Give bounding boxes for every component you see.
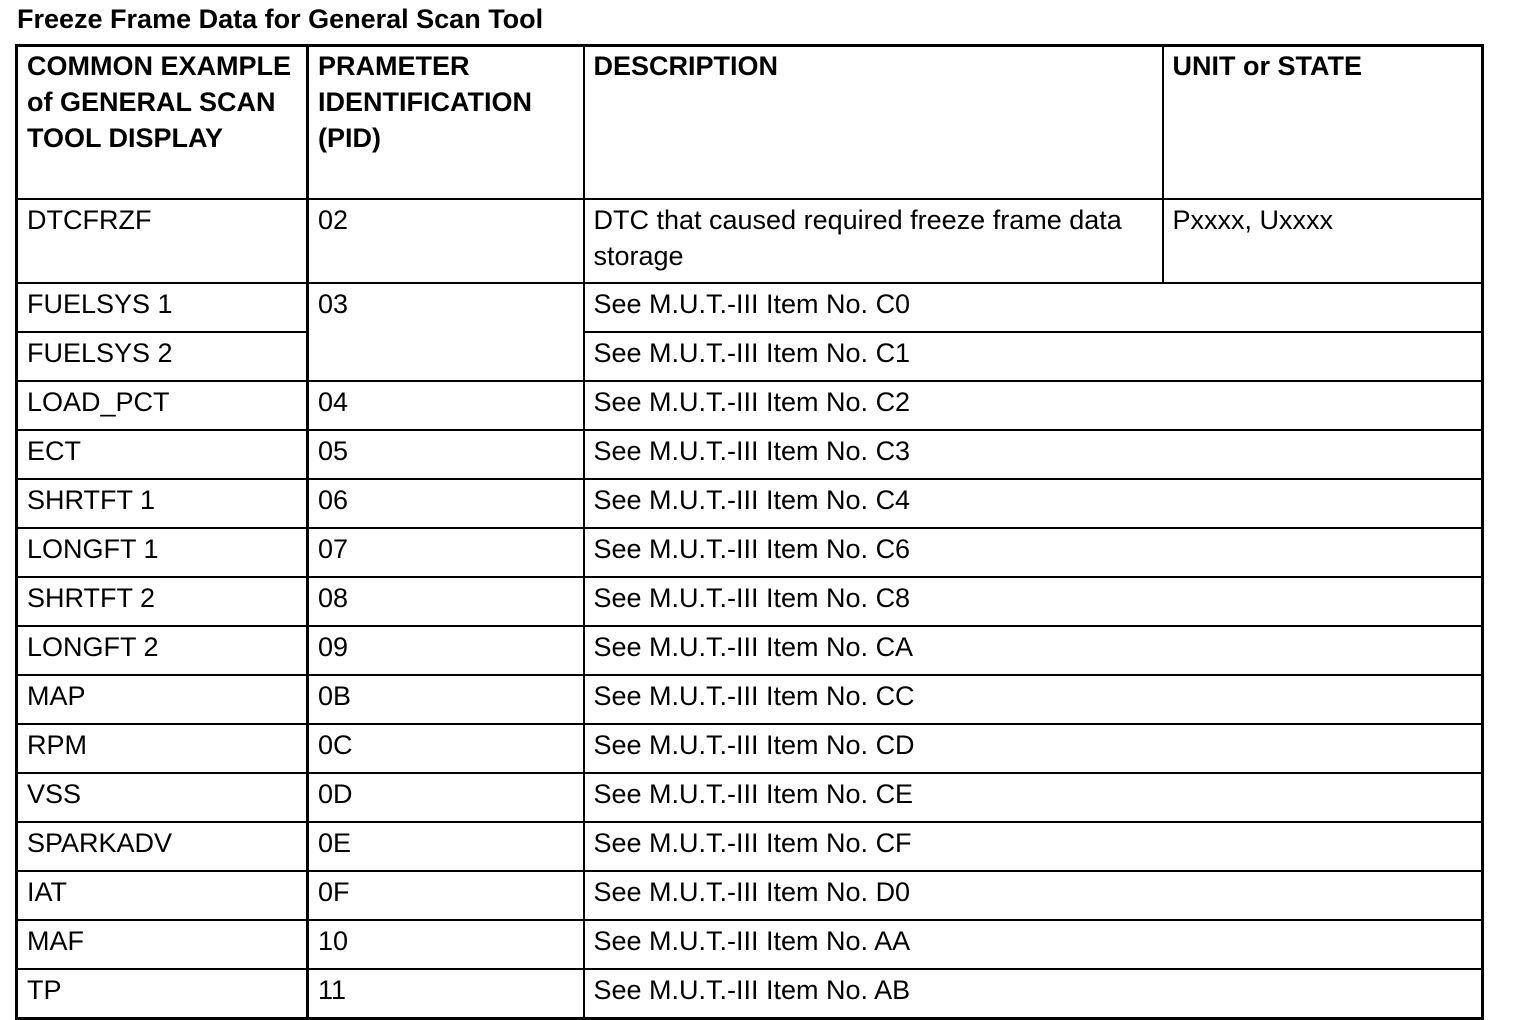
cell-display: FUELSYS 1 xyxy=(17,283,308,332)
cell-pid: 10 xyxy=(308,920,584,969)
cell-pid: 0C xyxy=(308,724,584,773)
cell-description: See M.U.T.-III Item No. AB xyxy=(584,969,1483,1019)
table-row xyxy=(17,871,1483,920)
table-row xyxy=(17,332,1483,381)
cell-display: SHRTFT 2 xyxy=(17,577,308,626)
cell-display: FUELSYS 2 xyxy=(17,332,308,381)
table-row xyxy=(17,822,1483,871)
cell-description: See M.U.T.-III Item No. C4 xyxy=(584,479,1483,528)
cell-description: See M.U.T.-III Item No. CF xyxy=(584,822,1483,871)
table-row xyxy=(17,724,1483,773)
table-row xyxy=(17,283,1483,332)
cell-description: See M.U.T.-III Item No. C3 xyxy=(584,430,1483,479)
cell-description: See M.U.T.-III Item No. C8 xyxy=(584,577,1483,626)
cell-description: See M.U.T.-III Item No. C2 xyxy=(584,381,1483,430)
table-row xyxy=(17,528,1483,577)
cell-pid: 0B xyxy=(308,675,584,724)
cell-display: LONGFT 2 xyxy=(17,626,308,675)
cell-display: IAT xyxy=(17,871,308,920)
cell-description: See M.U.T.-III Item No. CE xyxy=(584,773,1483,822)
table-row xyxy=(17,969,1483,1019)
table-row xyxy=(17,675,1483,724)
cell-description: See M.U.T.-III Item No. CC xyxy=(584,675,1483,724)
cell-display: RPM xyxy=(17,724,308,773)
cell-description: See M.U.T.-III Item No. CD xyxy=(584,724,1483,773)
cell-description: See M.U.T.-III Item No. C0 xyxy=(584,283,1483,332)
cell-description: DTC that caused required freeze frame data storage xyxy=(584,199,1163,283)
cell-description: See M.U.T.-III Item No. C1 xyxy=(584,332,1483,381)
cell-display: VSS xyxy=(17,773,308,822)
cell-display: ECT xyxy=(17,430,308,479)
table-row xyxy=(17,479,1483,528)
header-unit-or-state: UNIT or STATE xyxy=(1163,46,1483,200)
cell-pid: 08 xyxy=(308,577,584,626)
cell-unit: Pxxxx, Uxxxx xyxy=(1163,199,1483,283)
cell-pid: 11 xyxy=(308,969,584,1019)
cell-display: LONGFT 1 xyxy=(17,528,308,577)
cell-pid: 02 xyxy=(308,199,584,283)
table-row xyxy=(17,199,1483,283)
header-pid: PRAMETER IDENTIFICATION (PID) xyxy=(308,46,584,200)
cell-display: DTCFRZF xyxy=(17,199,308,283)
cell-pid: 03 xyxy=(308,283,584,381)
cell-description: See M.U.T.-III Item No. D0 xyxy=(584,871,1483,920)
header-scan-tool-display: COMMON EXAMPLE of GENERAL SCAN TOOL DISPLAY xyxy=(17,46,308,200)
cell-description: See M.U.T.-III Item No. CA xyxy=(584,626,1483,675)
cell-display: SPARKADV xyxy=(17,822,308,871)
cell-pid: 0D xyxy=(308,773,584,822)
header-description: DESCRIPTION xyxy=(584,46,1163,200)
cell-description: See M.U.T.-III Item No. C6 xyxy=(584,528,1483,577)
cell-display: TP xyxy=(17,969,308,1019)
cell-pid: 09 xyxy=(308,626,584,675)
cell-pid: 06 xyxy=(308,479,584,528)
cell-display: MAF xyxy=(17,920,308,969)
table-row xyxy=(17,626,1483,675)
table-row xyxy=(17,577,1483,626)
table-header-row xyxy=(17,46,1483,200)
table-row xyxy=(17,430,1483,479)
cell-pid: 0E xyxy=(308,822,584,871)
pid-rows xyxy=(17,381,1483,1019)
cell-display: SHRTFT 1 xyxy=(17,479,308,528)
table-row xyxy=(17,920,1483,969)
table-row xyxy=(17,773,1483,822)
table-row xyxy=(17,381,1483,430)
cell-display: MAP xyxy=(17,675,308,724)
cell-pid: 04 xyxy=(308,381,584,430)
document-title: Freeze Frame Data for General Scan Tool xyxy=(17,4,544,34)
cell-pid: 05 xyxy=(308,430,584,479)
freeze-frame-table xyxy=(15,44,1484,1020)
cell-pid: 07 xyxy=(308,528,584,577)
cell-pid: 0F xyxy=(308,871,584,920)
cell-display: LOAD_PCT xyxy=(17,381,308,430)
cell-description: See M.U.T.-III Item No. AA xyxy=(584,920,1483,969)
